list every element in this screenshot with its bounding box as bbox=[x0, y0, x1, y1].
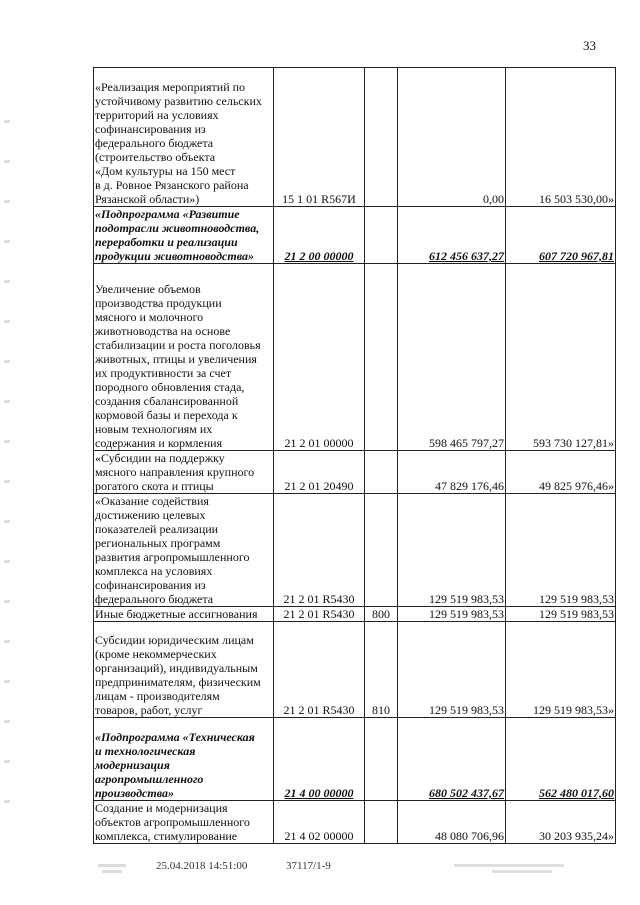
row-code: 21 2 00 00000 bbox=[284, 249, 354, 263]
row-code: 21 4 00 00000 bbox=[284, 786, 354, 800]
row-sum-2019: 47 829 176,46 bbox=[435, 479, 504, 493]
row-sum-2019-cell bbox=[398, 801, 506, 844]
row-sum-2019-cell bbox=[398, 207, 506, 264]
table-row bbox=[94, 451, 616, 494]
row-sum-2020-cell bbox=[506, 494, 616, 607]
row-code-cell bbox=[274, 207, 365, 264]
table-row bbox=[94, 607, 616, 622]
page-footer bbox=[0, 860, 640, 880]
row-code: 21 2 01 R5430 bbox=[283, 703, 355, 717]
row-sum-2019: 680 502 437,67 bbox=[429, 786, 504, 800]
row-expense-type: 800 bbox=[372, 607, 390, 621]
row-sum-2020: 129 519 983,53 bbox=[539, 592, 614, 606]
table-row bbox=[94, 718, 616, 801]
row-sum-2020: 607 720 967,81 bbox=[539, 249, 614, 263]
row-sum-2020-cell bbox=[506, 207, 616, 264]
scan-edge-marks bbox=[4, 120, 10, 820]
page-number: 33 bbox=[583, 38, 596, 53]
row-sum-2019: 129 519 983,53 bbox=[429, 592, 504, 606]
row-sum-2019-cell bbox=[398, 494, 506, 607]
footer-doc-number: 37117/1-9 bbox=[286, 860, 331, 872]
row-code-cell bbox=[274, 264, 365, 451]
row-sum-2020: 129 519 983,53 bbox=[539, 607, 614, 621]
row-expense-type-cell bbox=[365, 451, 398, 494]
row-sum-2019-cell bbox=[398, 68, 506, 207]
row-sum-2019-cell bbox=[398, 264, 506, 451]
row-name: Иные бюджетные ассигнования bbox=[95, 607, 258, 621]
row-name-cell bbox=[94, 264, 274, 451]
table-row bbox=[94, 207, 616, 264]
row-code-cell bbox=[274, 494, 365, 607]
table-row bbox=[94, 801, 616, 844]
scan-smudge bbox=[452, 860, 572, 876]
row-name-cell bbox=[94, 801, 274, 844]
row-sum-2020: 49 825 976,46» bbox=[539, 479, 614, 493]
row-sum-2020: 562 480 017,60 bbox=[539, 786, 614, 800]
row-code: 21 2 01 R5430 bbox=[283, 592, 355, 606]
row-code: 21 4 02 00000 bbox=[284, 829, 354, 843]
row-sum-2019: 612 456 637,27 bbox=[429, 249, 504, 263]
row-sum-2020-cell bbox=[506, 451, 616, 494]
budget-table bbox=[93, 67, 616, 844]
row-sum-2020: 16 503 530,00» bbox=[539, 192, 614, 206]
table-row bbox=[94, 68, 616, 207]
row-name: Субсидии юридическим лицам (кроме некоммерческих организаций), индивидуальным предпринимателям, физическим лицам - производителям товаров, работ, услуг bbox=[95, 633, 261, 717]
row-expense-type: 810 bbox=[372, 703, 390, 717]
row-expense-type-cell bbox=[365, 801, 398, 844]
row-code-cell bbox=[274, 622, 365, 718]
row-name: «Субсидии на поддержку мясного направления крупного рогатого скота и птицы bbox=[95, 451, 255, 493]
row-name: Увеличение объемов производства продукции мясного и молочного животноводства на основе стабилизации и роста поголовья животных, птицы и увеличения их продуктивности за счет породного обновления стада, создания сбалансированной кормовой базы и перехода к новым технологиям их содержания и кормления bbox=[95, 282, 261, 450]
table-row bbox=[94, 622, 616, 718]
row-sum-2019: 129 519 983,53 bbox=[429, 703, 504, 717]
row-name: «Подпрограмма «Развитие подотрасли животноводства, переработки и реализации продукции животноводства» bbox=[95, 207, 260, 263]
row-sum-2019: 129 519 983,53 bbox=[429, 607, 504, 621]
row-code-cell bbox=[274, 718, 365, 801]
row-sum-2019: 0,00 bbox=[483, 192, 504, 206]
row-sum-2019-cell bbox=[398, 622, 506, 718]
row-expense-type-cell bbox=[365, 264, 398, 451]
row-name: «Оказание содействия достижению целевых показателей реализации региональных программ развития агропромышленного комплекса на условиях софинансирования из федерального бюджета bbox=[95, 494, 250, 606]
row-name-cell bbox=[94, 607, 274, 622]
row-name-cell bbox=[94, 451, 274, 494]
row-sum-2020-cell bbox=[506, 264, 616, 451]
row-code: 21 2 01 00000 bbox=[284, 436, 354, 450]
row-sum-2020-cell bbox=[506, 68, 616, 207]
row-name: «Подпрограмма «Техническая и технологическая модернизация агропромышленного производства» bbox=[95, 730, 255, 800]
row-name: «Реализация мероприятий по устойчивому развитию сельских территорий на условиях софинансирования из федерального бюджета (строительство объекта «Дом культуры на 150 мест в д. Ровное Рязанского района Рязанской области») bbox=[95, 80, 262, 206]
row-code-cell bbox=[274, 451, 365, 494]
row-sum-2020: 593 730 127,81» bbox=[533, 436, 614, 450]
row-sum-2019-cell bbox=[398, 607, 506, 622]
row-sum-2020-cell bbox=[506, 718, 616, 801]
row-code: 21 2 01 R5430 bbox=[283, 607, 355, 621]
row-sum-2020-cell bbox=[506, 622, 616, 718]
row-name-cell bbox=[94, 207, 274, 264]
row-name-cell bbox=[94, 622, 274, 718]
scan-smudge bbox=[96, 860, 130, 876]
row-name-cell bbox=[94, 718, 274, 801]
row-code-cell bbox=[274, 607, 365, 622]
row-expense-type-cell bbox=[365, 68, 398, 207]
table-row bbox=[94, 494, 616, 607]
row-sum-2019-cell bbox=[398, 718, 506, 801]
row-sum-2020: 30 203 935,24» bbox=[539, 829, 614, 843]
row-sum-2019: 48 080 706,96 bbox=[435, 829, 504, 843]
row-sum-2019: 598 465 797,27 bbox=[429, 436, 504, 450]
row-expense-type-cell bbox=[365, 607, 398, 622]
row-code-cell bbox=[274, 68, 365, 207]
row-sum-2020: 129 519 983,53» bbox=[533, 703, 614, 717]
row-expense-type-cell bbox=[365, 207, 398, 264]
row-expense-type-cell bbox=[365, 622, 398, 718]
row-expense-type-cell bbox=[365, 494, 398, 607]
row-sum-2020-cell bbox=[506, 801, 616, 844]
row-name-cell bbox=[94, 494, 274, 607]
row-code: 21 2 01 20490 bbox=[284, 479, 354, 493]
row-sum-2020-cell bbox=[506, 607, 616, 622]
row-code-cell bbox=[274, 801, 365, 844]
row-expense-type-cell bbox=[365, 718, 398, 801]
footer-timestamp: 25.04.2018 14:51:00 bbox=[156, 860, 248, 872]
row-name: Создание и модернизация объектов агропромышленного комплекса, стимулирование bbox=[95, 801, 250, 843]
table-row bbox=[94, 264, 616, 451]
row-code: 15 1 01 R567И bbox=[282, 192, 356, 206]
row-name-cell bbox=[94, 68, 274, 207]
row-sum-2019-cell bbox=[398, 451, 506, 494]
